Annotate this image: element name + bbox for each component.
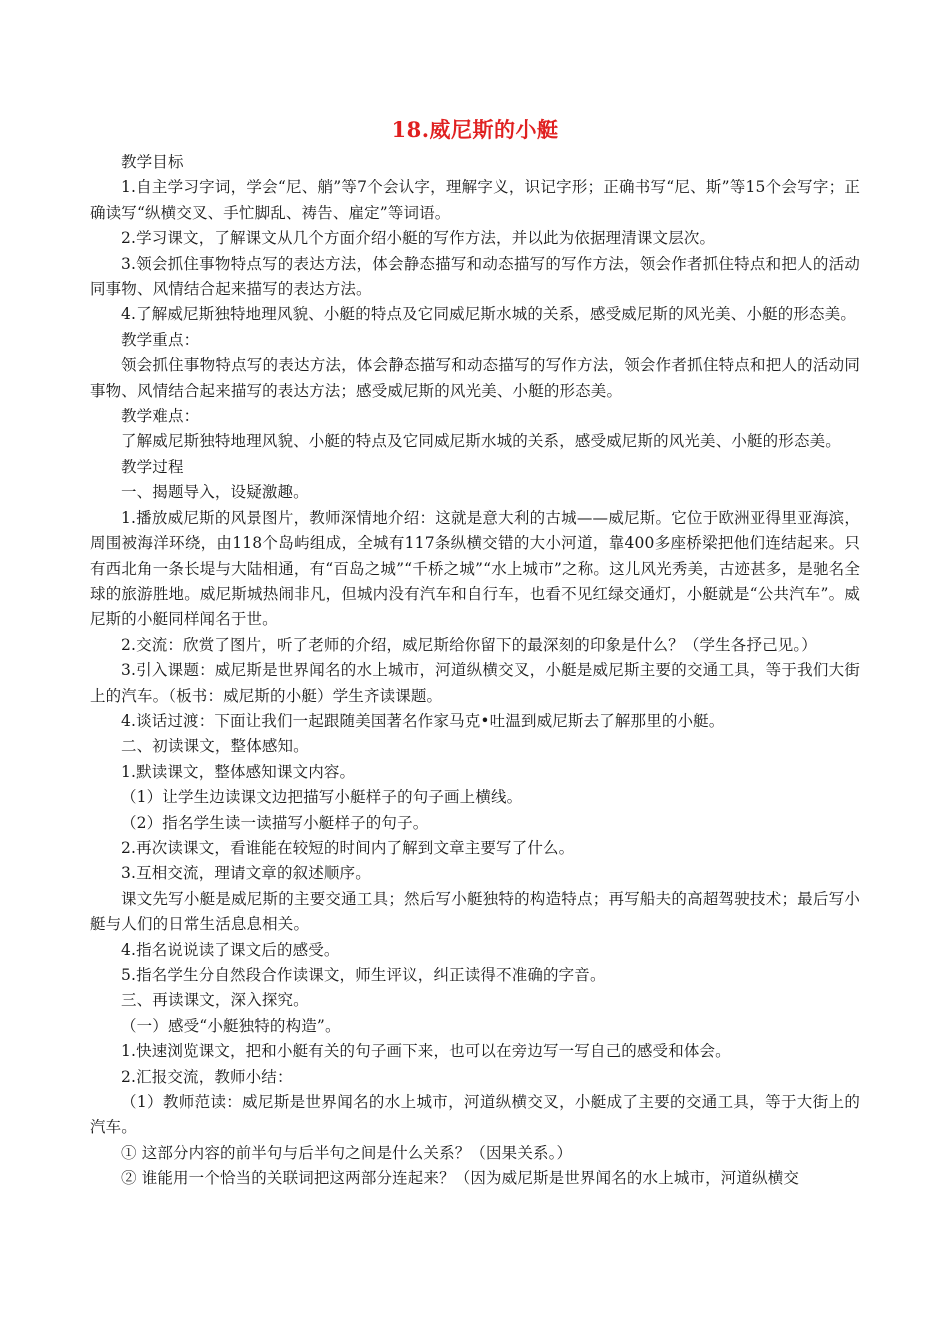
paragraph: 教学过程 [121,457,184,476]
paragraph: 1.默读课文，整体感知课文内容。 [121,762,356,781]
paragraph: 一、揭题导入，设疑激趣。 [121,483,309,502]
paragraph: 5.指名学生分自然段合作读课文，师生评议，纠正读得不准确的字音。 [121,966,606,984]
paragraph: （1）教师范读：威尼斯是世界闻名的水上城市，河道纵横交叉，小艇成了主要的交通工具，等于大街上的汽车。 [90,1093,860,1137]
paragraph: （2）指名学生读一读描写小艇样子的句子。 [121,813,429,832]
document-title: 18.威尼斯的小艇 [391,117,559,142]
paragraph: 二、初读课文，整体感知。 [121,737,309,756]
paragraph: 2.再次读课文，看谁能在较短的时间内了解到文章主要写了什么。 [121,838,575,857]
paragraph: 1.播放威尼斯的风景图片，教师深情地介绍：这就是意大利的古城——威尼斯。它位于欧洲亚得里亚海滨，周围被海洋环绕，由118个岛屿组成，全城有117条纵横交错的大小河道，靠400多座桥梁把他们连结起来。只有西北角一条长堤与大陆相通，有“百岛之城”“千桥之城”“水上城市”之称。这儿风光秀美，古迹甚多，是驰名全球的旅游胜地。威尼斯城热闹非凡，但城内没有汽车和自行车，也看不见红绿交通灯，小艇就是“公共汽车”。威尼斯的小艇同样闻名于世。 [90,508,860,629]
paragraph: 4.了解威尼斯独特地理风貌、小艇的特点及它同威尼斯水城的关系，感受威尼斯的风光美、小艇的形态美。 [121,305,856,324]
paragraph: ② 谁能用一个恰当的关联词把这两部分连起来？（因为威尼斯是世界闻名的水上城市，河道纵横交 [121,1169,800,1188]
paragraph: 1.快速浏览课文，把和小艇有关的句子画下来，也可以在旁边写一写自己的感受和体会。 [121,1042,731,1061]
paragraph: 教学难点： [121,407,200,426]
paragraph: ① 这部分内容的前半句与后半句之间是什么关系？（因果关系。） [121,1143,573,1162]
paragraph: 3.领会抓住事物特点写的表达方法，体会静态描写和动态描写的写作方法，领会作者抓住特点和把人的活动同事物、风情结合起来描写的表达方法。 [90,254,860,299]
paragraph: 教学重点： [121,330,200,349]
paragraph: 3.引入课题：威尼斯是世界闻名的水上城市，河道纵横交叉，小艇是威尼斯主要的交通工具，等于我们大街上的汽车。（板书：威尼斯的小艇）学生齐读课题。 [90,661,860,705]
paragraph: 了解威尼斯独特地理风貌、小艇的特点及它同威尼斯水城的关系，感受威尼斯的风光美、小艇的形态美。 [121,432,841,451]
paragraph: 课文先写小艇是威尼斯的主要交通工具；然后写小艇独特的构造特点；再写船夫的高超驾驶技术；最后写小艇与人们的日常生活息息相关。 [90,889,860,934]
paragraph: 3.互相交流，理请文章的叙述顺序。 [121,864,371,883]
paragraph: 2.学习课文，了解课文从几个方面介绍小艇的写作方法，并以此为依据理清课文层次。 [121,229,716,248]
paragraph: 教学目标 [121,153,184,171]
paragraph: 三、再读课文，深入探究。 [121,991,309,1010]
paragraph: 2.汇报交流，教师小结： [121,1067,293,1086]
paragraph: （一）感受“小艇独特的构造”。 [121,1016,341,1035]
paragraph: 4.谈话过渡：下面让我们一起跟随美国著名作家马克•吐温到威尼斯去了解那里的小艇。 [121,711,725,730]
paragraph: 1.自主学习字词，学会“尼、艄”等7个会认字，理解字义，识记字形；正确书写“尼、斯”等15个会写字；正确读写“纵横交叉、手忙脚乱、祷告、雇定”等词语。 [90,178,860,222]
paragraph: 2.交流：欣赏了图片，听了老师的介绍，威尼斯给你留下的最深刻的印象是什么？（学生各抒己见。） [121,635,817,654]
paragraph: （1）让学生边读课文边把描写小艇样子的句子画上横线。 [121,788,523,807]
paragraph: 4.指名说说读了课文后的感受。 [121,940,340,959]
paragraph: 领会抓住事物特点写的表达方法，体会静态描写和动态描写的写作方法，领会作者抓住特点和把人的活动同事物、风情结合起来描写的表达方法；感受威尼斯的风光美、小艇的形态美。 [90,356,860,400]
document-body [90,150,860,1192]
